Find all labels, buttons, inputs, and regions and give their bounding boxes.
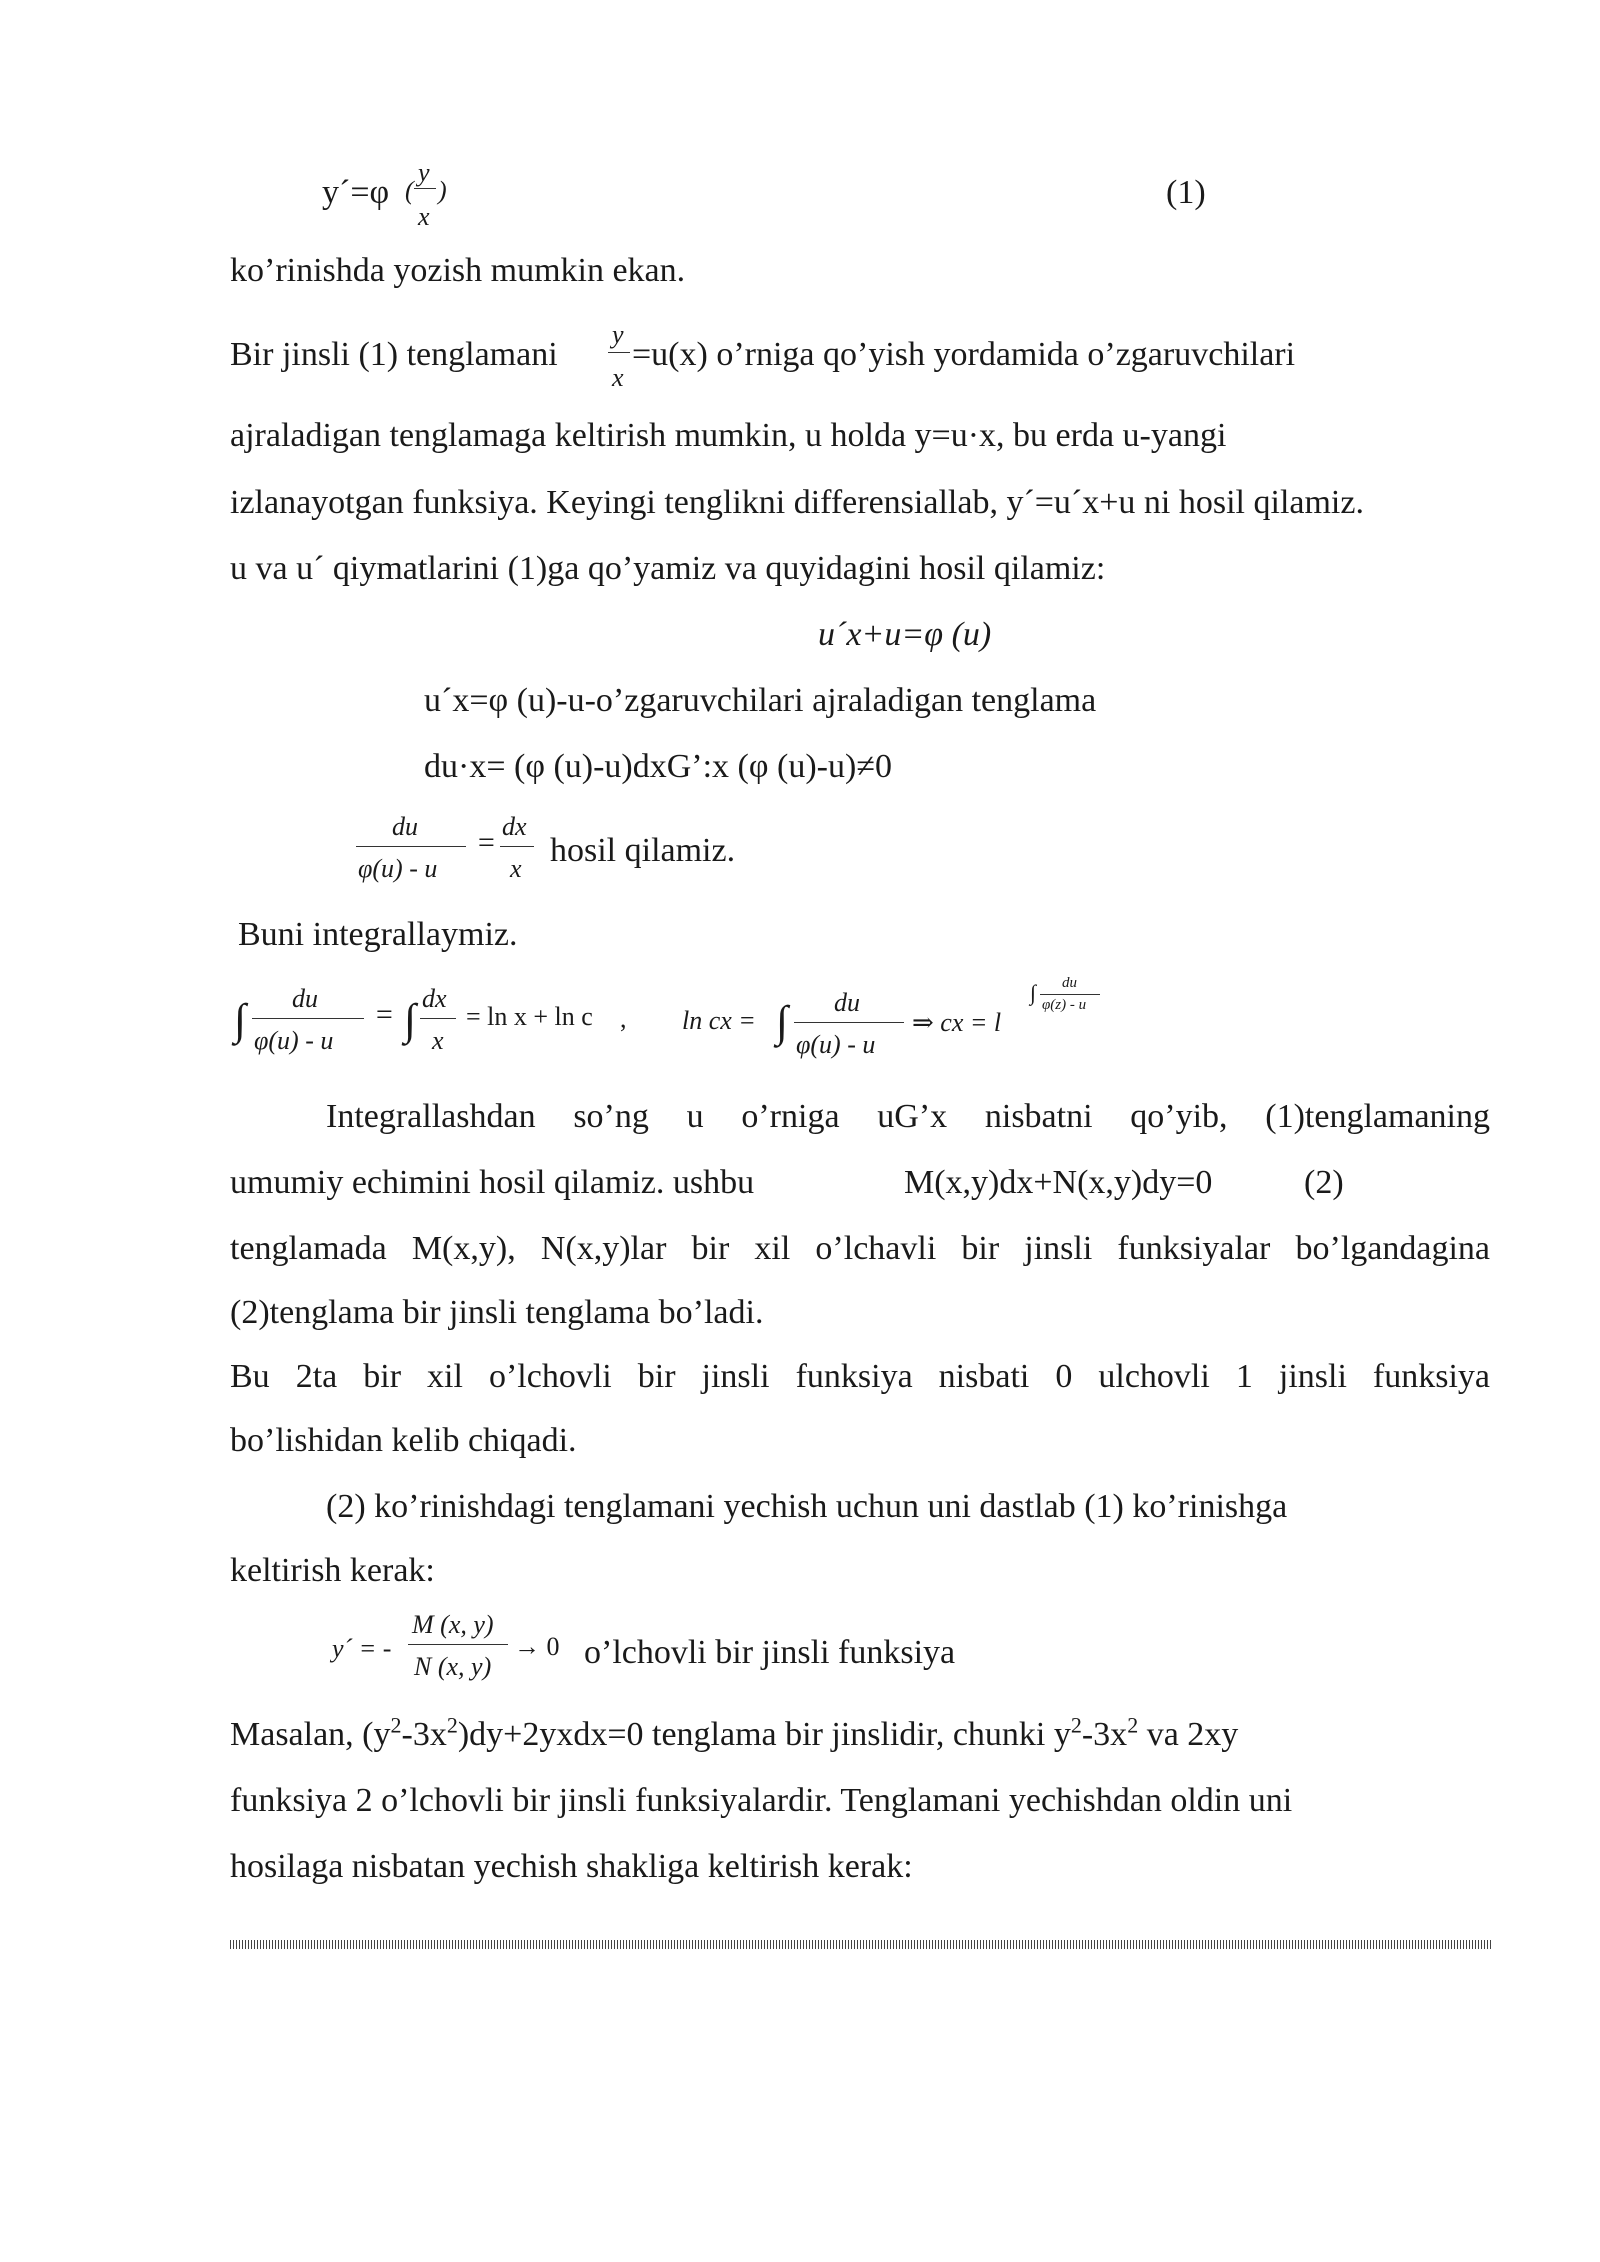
frac-numerator: du [834,988,860,1017]
eq1-close-paren: ) [438,176,447,205]
log-expression: = ln x + ln c [466,1002,593,1031]
paragraph-line: Bu 2ta bir xil o’lchovli bir jinsli funksiya nisbati 0 ulchovli 1 jinsli funksiya [230,1358,1490,1395]
eq1-open-paren: ( [405,176,414,205]
superscript: 2 [446,1712,458,1738]
eq1-denominator: x [418,202,430,231]
text-after-equation: o’lchovli bir jinsli funksiya [584,1634,956,1671]
derivative-lhs: y´ = - [332,1634,392,1663]
paragraph-example [230,1712,1239,1753]
equation-differential: du·x= (φ (u)-u)dxG’:x (φ (u)-u)≠0 [424,748,892,785]
arrow-zero: → 0 [514,1632,560,1661]
eq1-number: (1) [1166,174,1206,211]
frac-bar [794,1022,904,1023]
paragraph-line: Integrallashdan so’ng u o’rniga uG’x nisbatni qo’yib, (1)tenglamaning [326,1098,1490,1135]
inline-fraction-numerator: y [612,320,624,349]
eq1-numerator: y [418,158,430,187]
paragraph-line: ko’rinishda yozish mumkin ekan. [230,252,686,289]
frac-numerator: dx [502,812,527,841]
frac-numerator: du [392,812,418,841]
frac-bar [500,846,534,847]
eq1-fraction-bar [414,188,436,189]
text: -3x [1081,1716,1128,1753]
superscript: 2 [1127,1712,1139,1738]
frac-denominator: x [510,854,522,883]
paragraph-line: (2)tenglama bir jinsli tenglama bo’ladi. [230,1294,764,1331]
paragraph-line: ajraladigan tenglamaga keltirish mumkin, u holda y=u·x, bu erda u-yangi [230,417,1227,454]
paragraph-line: u va u´ qiymatlarini (1)ga qo’yamiz va quyidagini hosil qilamiz: [230,550,1106,587]
text: )dy+2yxdx=0 tenglama bir jinslidir, chunki y [457,1716,1071,1753]
text-after-equation: hosil qilamiz. [550,832,736,869]
exponent-numerator: du [1062,975,1077,991]
inline-fraction-denominator: x [612,363,624,392]
frac-bar [408,1644,508,1645]
equation-separable: u´x=φ (u)-u-o’zgaruvchilari ajraladigan tenglama [424,682,1097,719]
eq1-lhs: y´=φ [322,174,390,211]
frac-numerator: dx [422,984,447,1013]
equals-sign: = [476,826,497,859]
log-cx: ln cx = [682,1006,756,1035]
text: va 2xy [1138,1716,1239,1753]
comma: , [620,1004,627,1033]
paragraph-line: tenglamada M(x,y), N(x,y)lar bir xil o’lchavli bir jinsli funksiyalar bo’lgandagina [230,1230,1490,1267]
inline-fraction-bar [608,352,630,353]
integral-sign: ∫ [234,995,247,1044]
frac-denominator: x [432,1026,444,1055]
frac-denominator: N (x, y) [414,1652,492,1681]
equals-sign: = [374,998,395,1031]
frac-denominator: φ(u) - u [796,1030,876,1059]
exponent-fraction-bar [1040,994,1100,995]
paragraph-line: Buni integrallaymiz. [238,916,518,953]
paragraph-line: funksiya 2 o’lchovli bir jinsli funksiyalardir. Tenglamani yechishdan oldin uni [230,1782,1293,1819]
text-before-equation: umumiy echimini hosil qilamiz. ushbu [230,1164,755,1201]
equation-substituted: u´x+u=φ (u) [818,616,992,653]
frac-numerator: du [292,984,318,1013]
text-after-fraction: =u(x) o’rniga qo’yish yordamida o’zgaruvchilari [632,336,1296,373]
frac-denominator: φ(u) - u [254,1026,334,1055]
integral-sign: ∫ [776,997,789,1046]
frac-numerator: M (x, y) [412,1610,494,1639]
text: Masalan, (y [230,1716,391,1753]
exponent-denominator: φ(z) - u [1042,997,1087,1013]
eq2-number: (2) [1304,1164,1344,1201]
paragraph-line: keltirish kerak: [230,1552,435,1589]
implies-expression: ⇒ cx = l [912,1008,1002,1037]
dotted-separator [230,1940,1492,1949]
paragraph-line: izlanayotgan funksiya. Keyingi tenglikni differensiallab, y´=u´x+u ni hosil qilamiz. [230,484,1364,521]
frac-denominator: φ(u) - u [358,854,438,883]
equation-2: M(x,y)dx+N(x,y)dy=0 [904,1164,1213,1201]
frac-bar [420,1018,456,1019]
paragraph-line: hosilaga nisbatan yechish shakliga keltirish kerak: [230,1848,913,1885]
superscript: 2 [390,1712,402,1738]
text: -3x [401,1716,447,1753]
text-before-fraction: Bir jinsli (1) tenglamani [230,336,558,373]
superscript: 2 [1070,1712,1082,1738]
frac-bar [252,1018,364,1019]
integral-sign: ∫ [404,995,417,1044]
paragraph-line: (2) ko’rinishdagi tenglamani yechish uchun uni dastlab (1) ko’rinishga [326,1488,1288,1525]
frac-bar [356,846,466,847]
paragraph-line: bo’lishidan kelib chiqadi. [230,1422,577,1459]
integral-sign-exponent: ∫ [1030,980,1037,1005]
